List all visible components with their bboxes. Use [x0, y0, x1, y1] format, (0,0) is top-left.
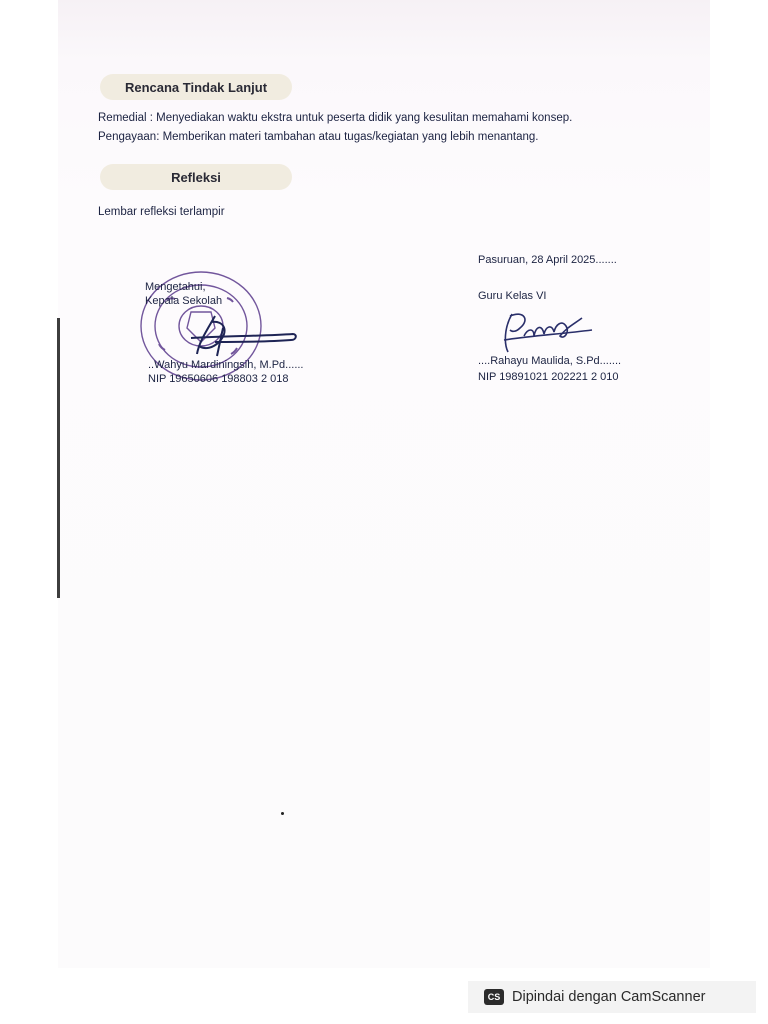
rencana-tindak-lanjut-heading: [100, 74, 292, 100]
guru-name: ....Rahayu Maulida, S.Pd.......: [478, 355, 622, 367]
camscanner-text: Dipindai dengan CamScanner: [512, 989, 706, 1005]
camscanner-logo-icon: CS: [484, 989, 504, 1005]
camscanner-watermark: [468, 981, 756, 1013]
kepala-sekolah-signature-icon: [185, 312, 300, 360]
scan-edge-shadow: [57, 318, 60, 598]
pengayaan-text: Pengayaan: Memberikan materi tambahan atau tugas/kegiatan yang lebih menantang.: [98, 131, 539, 143]
kepala-sekolah-name: ..Wahyu Mardiningsih, M.Pd......: [148, 359, 304, 371]
mengetahui-label: Mengetahui,: [145, 281, 206, 293]
guru-signature-icon: [500, 306, 600, 356]
kepala-sekolah-label: Kepala Sekolah: [145, 295, 223, 307]
scanned-page: [58, 0, 710, 968]
refleksi-text: Lembar refleksi terlampir: [98, 206, 225, 218]
guru-nip: NIP 19891021 202221 2 010: [478, 371, 619, 383]
scan-speck: [281, 812, 284, 815]
rencana-tindak-lanjut-heading-text: Rencana Tindak Lanjut: [124, 79, 268, 95]
remedial-text: Remedial : Menyediakan waktu ekstra untuk peserta didik yang kesulitan memahami konsep.: [98, 112, 573, 124]
refleksi-heading-text: Refleksi: [171, 169, 221, 185]
guru-kelas-label: Guru Kelas VI: [478, 290, 547, 302]
place-date: Pasuruan, 28 April 2025.......: [478, 254, 617, 266]
refleksi-heading: [100, 164, 292, 190]
kepala-sekolah-nip: NIP 19650606 198803 2 018: [148, 373, 289, 385]
